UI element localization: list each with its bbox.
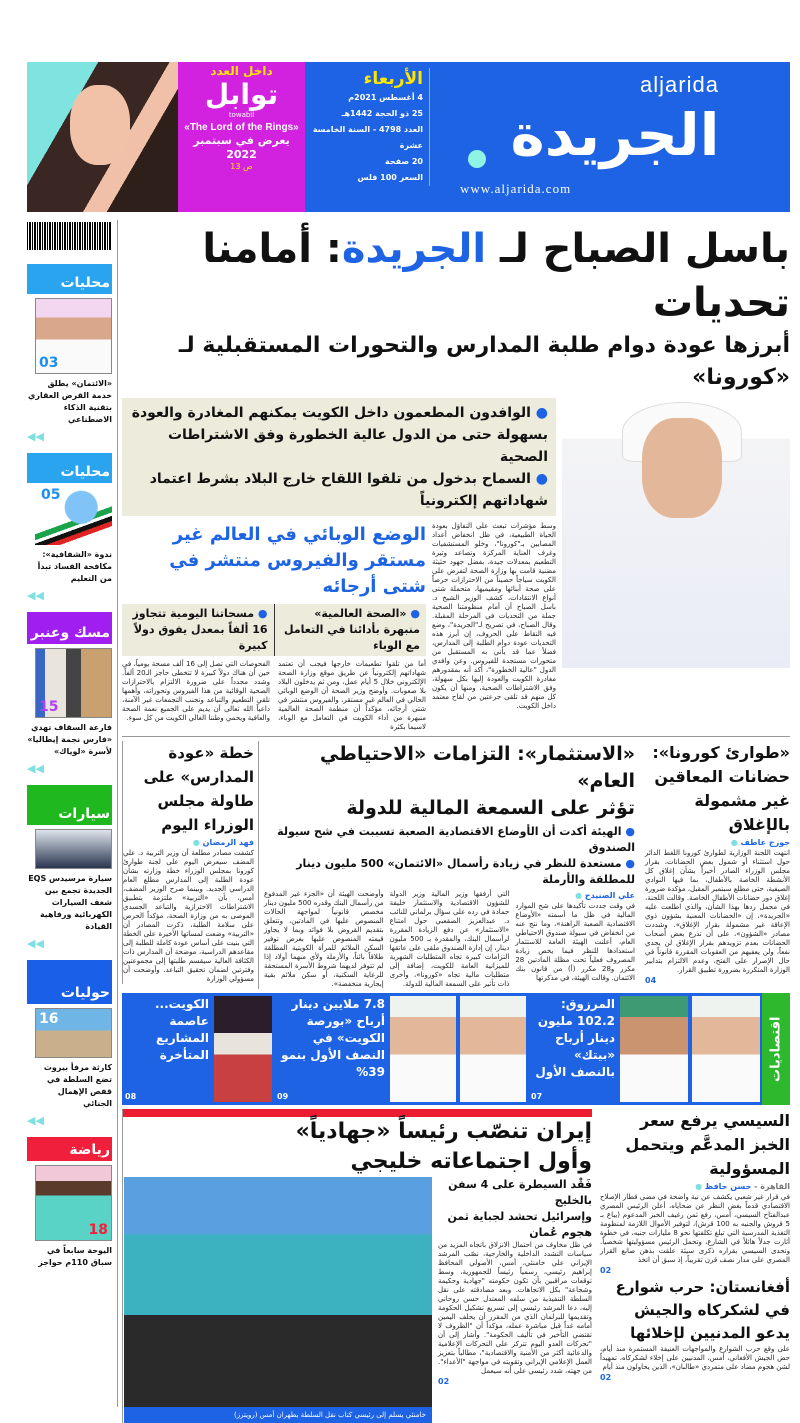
promo-label: داخل العدد (210, 64, 273, 78)
promo-title: «The Lord of the Rings» (184, 122, 299, 133)
headline-part: باسل الصباح لـ (500, 226, 790, 272)
headline-line: تؤثر على السمعة المالية للدولة (346, 797, 635, 819)
corona-page: 04 (645, 976, 657, 985)
investment-body-col: وأوضحت الهيئة أن «الجزء غير المدفوع من رأسمال البنك وقدره 500 مليون دينار مخصص قانونياً لمواجهة الحالات المنصوص عليها في المادتين، وتتعلق بتقديم القروض بلا فوائد وبما لا يجاوز قيمته المنصوص عليها بغرض توفير السكن الملائم للمرأة الكويتية المطلقة طلاقاً بائناً، والأرملة ولأي منهما أولاد إذا لم تتوفر لديهما شروط الأسرة المستحقة للرعاية السكنية، أو سكن ملائم بقية إيجارية منخفضة». (263, 890, 384, 988)
iran-sub: وإسرائيل تحشد لجباية ثمن هجوم عُمان (447, 1210, 592, 1239)
investment-bullet: الهيئة أكدت أن الأوضاع الاقتصادية الصعبة تسببت في شح سيولة الصندوق (277, 825, 635, 854)
investment-author: علي الصنيدح ● (515, 890, 635, 902)
double-arrow-icon[interactable]: ◀◀ (27, 589, 44, 602)
lead-story (122, 398, 790, 732)
iran-headline[interactable] (123, 1117, 592, 1177)
headline-line: إيران تنصّب رئيساً «جهادياً» (295, 1119, 592, 1144)
economy-person-photo (390, 996, 456, 1102)
economy-item[interactable] (122, 993, 212, 1105)
page-number: 07 (531, 1092, 543, 1101)
economy-item-text: 7.8 ملايين دينار أرباح «بورصة الكويت» في النصف الأول بنمو 39% (281, 997, 385, 1079)
website-url[interactable]: www.aljarida.com (460, 181, 572, 196)
page-number: 05 (41, 487, 61, 503)
date-gregorian: 4 أغسطس 2021م (348, 93, 423, 102)
investment-headline[interactable] (264, 741, 635, 822)
double-arrow-icon[interactable]: ◀◀ (27, 1114, 44, 1127)
investment-body-col: في وقت جددت تأكيدها على شح الموارد المالية في ظل ما أسمته «الأوضاع الاقتصادية الصعبة الراهنة»، وما نتج عنه من انخفاض في سيولة صندوق الاحتياطي العام، أعلنت الهيئة العامة للاستثمار استعدادها للنظر فيما يخص زيادة المصروف فعلياً تحت مظلة المادتين 28 مكرر و28 مكرر (أ) من قانون بنك الائتمان. وقالت الهيئة، في مذكرتها (515, 902, 635, 982)
promo-brand-latin: towabil (228, 111, 255, 119)
weekday: الأربعاء (363, 69, 423, 89)
promo-block[interactable] (180, 64, 303, 210)
economy-item[interactable] (528, 993, 618, 1105)
divider (122, 736, 790, 737)
egypt-headline[interactable]: السيسي يرفع سعر الخبز المدعَّم ويتحمل المسؤولية (625, 1111, 790, 1178)
iran-photo (124, 1177, 432, 1407)
lead-quote-box (122, 604, 426, 656)
logo[interactable]: الجريدة (510, 101, 720, 169)
sidebar-logo-image (35, 487, 112, 545)
egypt-byline (600, 1181, 790, 1193)
page-number: 16 (39, 1011, 59, 1027)
sidebar-divider (117, 220, 118, 1407)
lead-blue-headline: الوضع الوبائي في العالم غير مستقر والفيروس منتشر في شتى أرجائه (169, 524, 426, 597)
page-number: 03 (39, 355, 59, 371)
double-arrow-icon[interactable]: ◀◀ (27, 762, 44, 775)
promo-photo-face (70, 85, 130, 165)
sidebar-section-cars[interactable]: سيارات (27, 785, 112, 825)
lead-bullets (122, 398, 556, 516)
schools-headline[interactable]: خطة «عودة المدارس» على طاولة مجلس الوزراء اليوم (143, 744, 254, 834)
price: السعر 100 فلس (357, 173, 423, 182)
afghanistan-headline[interactable]: أفغانستان: حرب شوارع في لشكركاه والجيش يدعو المدنيين لإخلائها (615, 1278, 790, 1342)
economy-item[interactable] (274, 993, 388, 1105)
egypt-page: 02 (600, 1266, 612, 1275)
investment-body-col: التي أرفقها وزير المالية وزير الدولة للشؤون الاقتصادية والاستثمار خليفة حمادة في رده على سؤال برلماني للنائب د. عبدالعزيز الصقعبي حول امتناع «الاستثمار» عن دفع الزيادة المقررة لرأسمال البنك، والمقدرة بـ 500 مليون دينار، إن إدارة الصندوق ملقى على عاتقها التزامات كبيرة تجاه المتطلبات الشهرية للميزانية العامة للكويت، إضافة إلى متطلبات مالية تجاه «كورونا»، وأخرى ذات تأثير على السمعة المالية للدولة. (389, 890, 510, 988)
lead-bullet: السماح بدخول من تلقوا اللقاح خارج البلاد بشرط اعتماد شهاداتهم إلكترونياً (149, 471, 548, 509)
sidebar-teaser[interactable]: سيارة مرسيدس EQS الجديدة تجمع بين شغف السيارات الكهربائية ورفاهية القيادة (28, 874, 112, 931)
headline-brand: الجريدة (341, 226, 487, 272)
promo-page-ref: ص 13 (230, 162, 253, 171)
corona-body: انتهت اللجنة الوزارية لطوارئ كورونا اللغط الدائر حول استثناء أو شمول بعض الحضانات، بقرار مجلس الوزراء الصادر أخيراً بشأن إغلاق كل الأنشطة الخاصة بالأطفال، بما فيها النوادي الصيفية، حتى مطلع سبتمبر المقبل، مؤكدة ضرورة إغلاق دور حضانات الأطفال الخاصة. وقالت اللجنة، في مجمل ردها بهذا الشأن، والذي اطلعت عليه «الجريدة»، إن «الحضانات المعنية بشؤون ذوي الإعاقة غير مشمولة بقرار الإغلاق». وشددت مصادر «الشؤون»، على أن تذرع بعض أصحاب الحضانات بعدم تزويدهم بقرار الإغلاق لن يجدي نفعاً، ولن يعفيهم من العقوبات المقررة قانوناً في حال الإصرار على الفتح، وعدم الالتزام بتدابير الوزارة المتكررة بضرورة تطبيق القرار. (645, 849, 790, 974)
lead-headline[interactable] (122, 222, 790, 330)
iran-photo-caption: خامنئي يسلم إلى رئيسي كتاب نقل السلطة بطهران أمس (رويترز) (124, 1407, 432, 1423)
page-number: 15 (39, 699, 59, 715)
lead-subheadline: أبرزها عودة دوام طلبة المدارس والتحورات المستقبلية لـ «كورونا» (178, 333, 790, 390)
economy-person-photo (692, 996, 760, 1102)
bullet-icon: ● (535, 405, 548, 421)
sidebar-section-annals[interactable]: حوليات (27, 960, 112, 1004)
sidebar-teaser[interactable]: اليوحة سابعاً في سباق 110م حواجز (38, 1246, 112, 1267)
sidebar-photo (35, 1165, 112, 1241)
page-number: 08 (125, 1092, 137, 1101)
economy-item-text: المرزوق: 102.2 مليون دينار أرباح «بيتك» بالنصف الأول (535, 997, 615, 1079)
promo-brand: توابل (204, 78, 279, 111)
minister-photo-face (642, 418, 722, 518)
schools-body: كشفت مصادر مطلعة أن وزير التربية د. علي المضف سيعرض اليوم على لجنة طوارئ كورونا بمجلس الوزراء خطة وزارته بشأن عودة الطلبة إلى المدارس مطلع العام الدراسي الجديد. وبينما صرح الوزير المضف، أمس، بأن «التربية» ملتزمة بتطبيق الاشتراطات الاحترازية والتباعد الجسدي الموصى به من وزارة الصحة، مؤكداً الحرص على سلامة الطلبة، ذكرت المصادر أن «التربية» وضعت لمساتها الأخيرة على الخطة التي بنيت على أساس عودة كاملة للطلبة إلى مقاعدهم الدراسية، موضحة أن المدارس ذات الكثافة العالية سيقسم طلبتها إلى مجموعتين وفترتين لضمان تحقيق التباعد. وأوضحت أن مسؤولي الوزارة (123, 849, 254, 983)
sidebar-photo (35, 1008, 112, 1058)
page-number: 09 (277, 1092, 289, 1101)
lead-body-col: الفحوصات التي تصل إلى 16 ألف مسحة يومياً، في حين أن هناك دولاً كبيرة لا تتخطى حاجز الـ20 ألفاً. وشدد مجدداً على ضرورة الالتزام بالاحترازات الصحية الوقائية من هذا الفيروس وتحوراته، وأهمها تلقي التطعيم والتباعد وتجنب التجمعات غير الآمنة، داعياً الله تعالى أن يديم على الجميع نعمة الصحة والعافية ويحمي وطننا الغالي الكويت من كل سوء. (122, 660, 270, 722)
quote-bullet: ● «الصحة العالمية» منبهرة بأدائنا في التعامل مع الوباء (274, 604, 427, 656)
iran-subheadlines (438, 1177, 592, 1241)
issue-info (310, 68, 430, 186)
afghanistan-page: 02 (600, 1373, 612, 1382)
sidebar-teaser[interactable]: فارعة السقاف تهدي «فارس نجمة إيطاليا» لأسرة «لوياك» (27, 723, 112, 756)
headline-part: : أمامنا تحديات (202, 226, 790, 326)
red-accent-bar (123, 1109, 592, 1117)
corona-author: جورج عاطف ● (645, 837, 790, 849)
afghanistan-body: على وقع حرب الشوارع والمواجهات العنيفة المستمرة منذ أيام، حض الجيش الأفغاني، أمس، المدنيين على إخلاء لشكركاه، تمهيداً لشن هجوم مضاد على متمردي «طالبان»، الذين يحاولون منذ أيام (600, 1345, 790, 1371)
economy-item-text: الكويت... عاصمة المشاريع المتأخرة (154, 997, 209, 1062)
lead-bullet-cont: حتى من الدول عالية الخطورة وفق الاشتراطات الصحية (167, 427, 548, 465)
sidebar-teaser[interactable]: «الائتمان» يطلق خدمة القرض العقاري بتقنية الذكاء الاصطناعي (28, 379, 112, 424)
quote-text: «الصحة العالمية» منبهرة بأدائنا في التعامل مع الوباء (284, 607, 420, 652)
main-content (122, 222, 790, 1423)
egypt-body: في قرار غير شعبي يكشف عن نية واضحة في مضي قطار الإصلاح الاقتصادي قدماً بغض النظر عن ضحاياه، أعلن الرئيس المصري عبدالفتاح السيسي، أمس، رفع ثمن رغيف الخبز المدعوم (يباع بـ 5 قروش والجنيه به 100 قرش)، لتوفير الأموال اللازمة لمنظومة التغذية المدرسية التي تبلغ تكلفتها نحو 8 مليارات جنيه، في خطوة أثارت جدلاً هائلاً في الشارع، وتحمل الرئيس مسؤوليتها شخصياً. وتحدى السيسي بقراره ذكرى سيئة علقت بذهن صانع القرار المصري على مدار نصف قرن تقريباً، إذ سبق أن اتخذ (600, 1193, 790, 1264)
economy-section-label[interactable]: اقتصاديات (762, 993, 790, 1105)
barcode (27, 222, 111, 250)
headline-line: وأول اجتماعاته خليجي (350, 1149, 592, 1174)
sidebar (27, 222, 112, 1269)
schools-author: فهد الرمضان ● (123, 837, 254, 849)
investment-bullets: ● الهيئة أكدت أن الأوضاع الاقتصادية الصعبة تسببت في شح سيولة الصندوق ● مستعدة للنظر في زيادة رأسمال «الائتمان» 500 مليون دينار للمطلقة والأرملة (277, 825, 635, 886)
economy-person-photo (620, 996, 688, 1102)
bottom-row (122, 1109, 790, 1423)
economy-person-photo (460, 996, 526, 1102)
bullet-icon: ● (535, 471, 548, 487)
logo-dot-icon (468, 150, 486, 168)
investment-bullet: مستعدة للنظر في زيادة رأسمال «الائتمان» 500 مليون دينار للمطلقة والأرملة (296, 857, 635, 886)
issue-number: العدد 4798 - السنة الخامسة عشرة (312, 125, 423, 150)
clock-illustration (214, 996, 272, 1102)
economy-strip (122, 993, 790, 1105)
sidebar-photo (35, 298, 112, 374)
dateline: القاهرة - (754, 1182, 790, 1191)
date-hijri: 25 ذو الحجة 1442هـ (341, 109, 423, 118)
sidebar-teaser[interactable]: ندوة «الشفافية»: مكافحة الفساد تبدأ من التعليم (37, 550, 112, 583)
second-row (122, 741, 790, 989)
minister-photo (562, 398, 790, 668)
lead-body-intro: وسط مؤشرات تبعث على التفاؤل بعودة الحياة الطبيعية، في ظل انخفاض أعداد المصابين بـ"كورونا"، وخلو المستشفيات وغرف العناية المركزة وتصاعد وتيرة التطعيم بمعدلات جيدة، بفضل جهود حثيثة مضنية قامت بها وزارة الصحة لتفرض على الكويت سياجاً حصيناً من الاحترازات حرصاً على صحة أبنائها ومقيميها، متحملة شتى أنواع الانتقادات، كشف الوزير الشيخ د. باسل الصباح أن أمام منظومتنا الصحية جملة من التحديات في المرحلة المقبلة. وقال الصباح، في تصريح لـ"الجريدة"، وضع فيه النقاط على الحروف، إن أبرز هذه التحديات عودة دوام الطلبة إلى المدارس، فضلاً عما قد يأتي به المستقبل من متحورات مستجدة للفيروس. وعن وافدي الدول "عالية الخطورة"، أكد أنه بمقدورهم مغادرة الكويت والعودة إليها بكل سهولة، وفق الاشتراطات الصحية، ومنها أن يكون كل منهم قد تلقى جرعتين من لقاح معتمد داخل الكويت. (432, 522, 556, 710)
sidebar-section-local[interactable]: محليات (27, 264, 112, 294)
iran-body: في ظل مخاوف من احتمال الانزلاق باتجاه المزيد من سياسات التشدد الداخلية والخارجية، نصّب المرشد الإيراني علي خامنئي، أمس، الأصولي المحافظ إبراهيم رئيسي، رسمياً رئيساً للجمهورية، وسط توقعات مراقبين بأن تكون حكومته "جهادية وحكيمة وشجاعة" بكل الاتجاهات. وبعد مصادقته على نقل السلطة التنفيذية من سلفه المعتدل حسن روحاني إليه، دعا المرشد رئيسي إلى تسريع تشكيل الحكومة وتقديمها للبرلمان الذي من المقرر أن يحلف اليمين أمامه غداً قبل مباشرة عمله، مؤكداً أن "الظروف لا تقتضي التأخير في تأليف الحكومة". وأشار إلى أن "تحركات العدو اليوم تتركز على التحركات الإعلامية والدعائية أكثر من الأمنية والاقتصادية"، مطالباً بتعزيز العمل الإعلامي الإيراني وتقويته في مواجهة "الأعداء". من جهته، شدد رئيسي على أنه سيعمل (438, 1241, 592, 1375)
sidebar-teaser[interactable]: كارثة مرفأ بيروت تضع السلطة في قفص الإهمال الجنائي (43, 1063, 112, 1108)
author: حسن حافظ (704, 1182, 752, 1191)
sidebar-section-local-2[interactable]: محليات (27, 453, 112, 483)
quote-text: مسحاتنا اليومية تتجاوز 16 ألفاً بمعدل يفوق دولاً كبيرة (132, 607, 268, 652)
page-count: 20 صفحة (384, 157, 423, 166)
logo-latin[interactable]: aljarida (640, 72, 719, 97)
headline-line: «الاستثمار»: التزامات «الاحتياطي العام» (319, 743, 635, 792)
quote-bullet: ● مسحاتنا اليومية تتجاوز 16 ألفاً بمعدل يفوق دولاً كبيرة (132, 607, 268, 652)
iran-page: 02 (438, 1377, 450, 1386)
sidebar-section-sports[interactable]: رياضة (27, 1137, 112, 1161)
page-number: 18 (88, 1222, 108, 1238)
double-arrow-icon[interactable]: ◀◀ (27, 430, 44, 443)
promo-subtitle: يعرض في سبتمبر 2022 (193, 134, 290, 161)
double-arrow-icon[interactable]: ◀◀ (27, 937, 44, 950)
car-photo (35, 829, 112, 869)
sidebar-photo (35, 648, 112, 718)
corona-headline[interactable]: «طوارئ كورونا»: حضانات المعاقين غير مشمولة بالإغلاق (652, 743, 790, 834)
lead-body-col: أما من تلقوا تطعيمات خارجها فيجب أن تعتمد شهاداتهم إلكترونياً عن طريق موقع وزارة الصحة الإلكتروني خلال 5 أيام عمل، ومن ثم يدخلون البلاد بلا صعوبات. وأوضح وزير الصحة أن الوضع الوبائي الحالي في العالم غير مستقر، والفيروس منتشر في شتى أرجائه، مؤكداً أن منظمة الصحة العالمية منبهرة من أداء الكويت في التعامل مع الوباء، لاسيما بكثرة (278, 660, 426, 731)
sidebar-section-musk[interactable]: مسك وعنبر (27, 612, 112, 644)
iran-sub: فَقْد السيطرة على 4 سفن بالخليج (448, 1178, 592, 1207)
lead-bullet: الوافدون المطعمون داخل الكويت يمكنهم المغادرة والعودة بسهولة (131, 405, 548, 443)
